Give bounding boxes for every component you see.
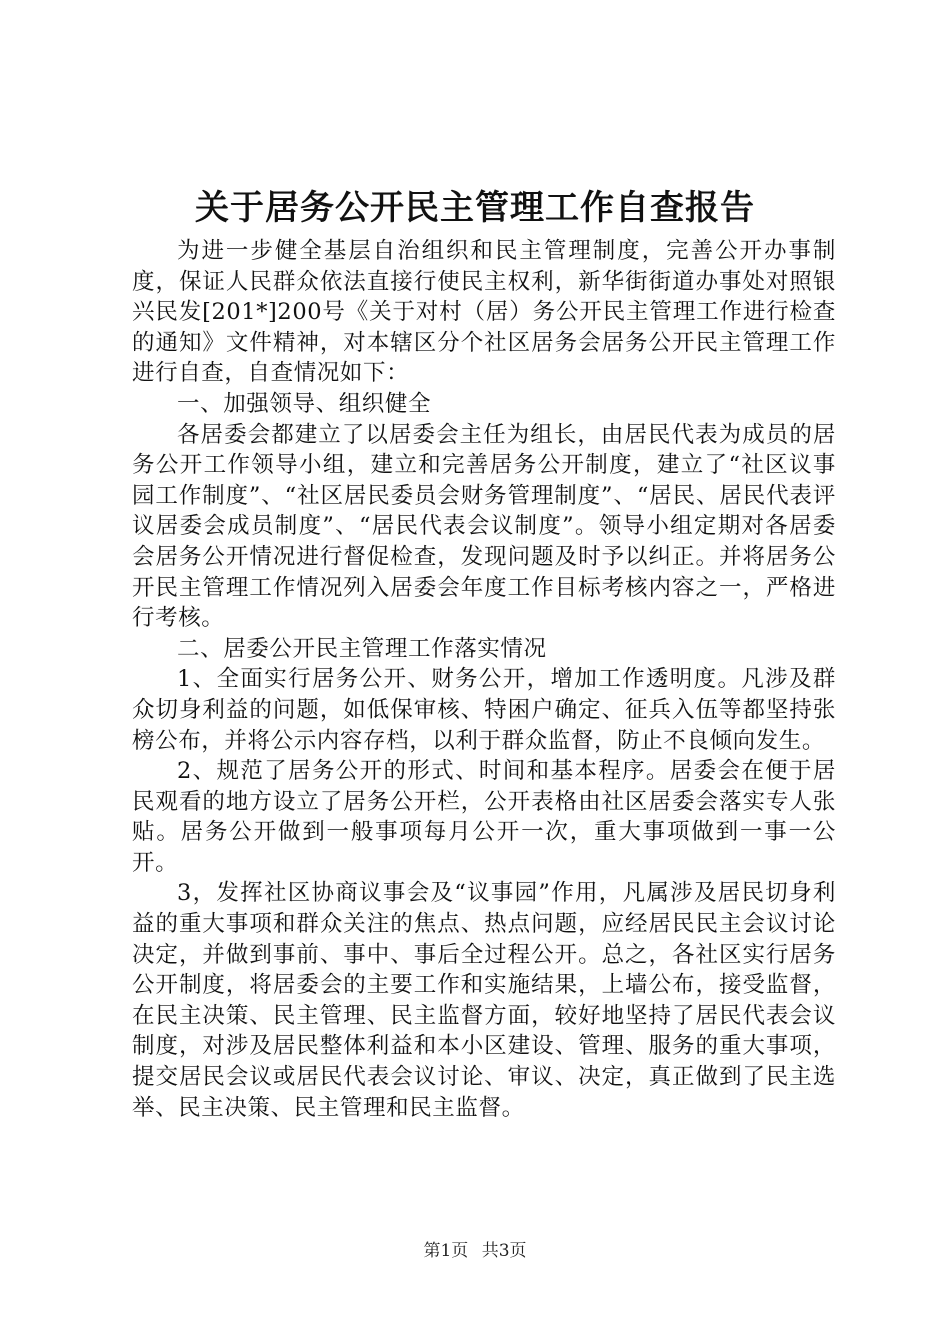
page-number: 第1页 xyxy=(423,1241,469,1261)
paragraph-intro: 为进一步健全基层自治组织和民主管理制度，完善公开办事制度，保证人民群众依法直接行使民主权利，新华街街道办事处对照银兴民发[201*]200号《关于对村（居）务公开民主管理工作进行检查的通知》文件精神，对本辖区分个社区居务会居务公开民主管理工作进行自查，自查情况如下： xyxy=(132,238,836,387)
page-total: 共3页 xyxy=(481,1241,527,1261)
document-body xyxy=(132,236,836,1123)
paragraph-item-1: 1、全面实行居务公开、财务公开，增加工作透明度。凡涉及群众切身利益的问题，如低保审核、特困户确定、征兵入伍等都坚持张榜公布，并将公示内容存档，以利于群众监督，防止不良倾向发生。 xyxy=(132,666,836,754)
page-footer xyxy=(0,1239,950,1263)
section-heading-1: 一、加强领导、组织健全 xyxy=(177,390,432,417)
paragraph-item-3: 3，发挥社区协商议事会及“议事园”作用，凡属涉及居民切身利益的重大事项和群众关注的焦点、热点问题，应经居民民主会议讨论决定，并做到事前、事中、事后全过程公开。总之，各社区实行居务公开制度，将居委会的主要工作和实施结果，上墙公布，接受监督，在民主决策、民主管理、民主监督方面，较好地坚持了居民代表会议制度，对涉及居民整体利益和本小区建设、管理、服务的重大事项，提交居民会议或居民代表会议讨论、审议、决定，真正做到了民主选举、民主决策、民主管理和民主监督。 xyxy=(132,880,836,1121)
paragraph-leadership: 各居委会都建立了以居委会主任为组长，由居民代表为成员的居务公开工作领导小组，建立和完善居务公开制度，建立了“社区议事园工作制度”、“社区居民委员会财务管理制度”、“居民、居民代表评议居委会成员制度”、“居民代表会议制度”。领导小组定期对各居委会居务公开情况进行督促检查，发现问题及时予以纠正。并将居务公开民主管理工作情况列入居委会年度工作目标考核内容之一，严格进行考核。 xyxy=(132,421,836,632)
paragraph-item-2: 2、规范了居务公开的形式、时间和基本程序。居委会在便于居民观看的地方设立了居务公开栏，公开表格由社区居委会落实专人张贴。居务公开做到一般事项每月公开一次，重大事项做到一事一公开。 xyxy=(132,758,836,876)
document-title: 关于居务公开民主管理工作自查报告 xyxy=(195,188,755,228)
section-heading-2: 二、居委公开民主管理工作落实情况 xyxy=(177,635,547,662)
